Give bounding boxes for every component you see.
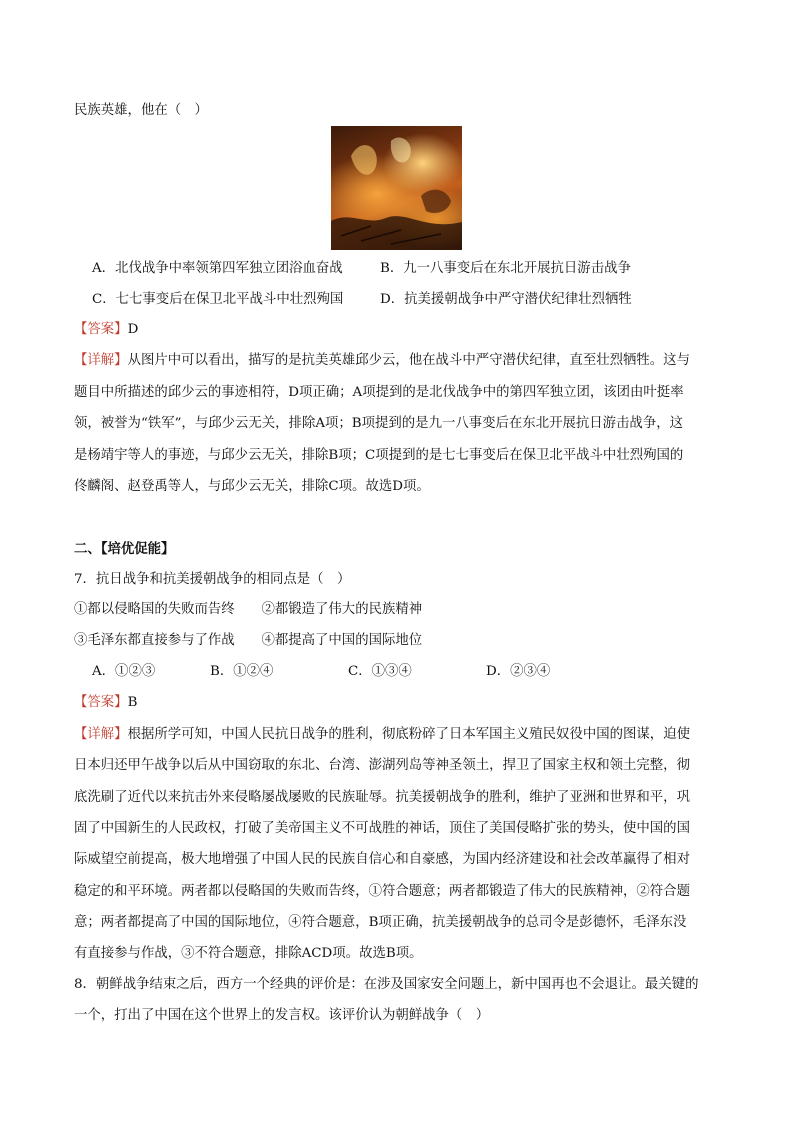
q7-option-b: B．①②④ (210, 664, 274, 679)
q7-detail-line-2: 日本归还甲午战争以后从中国窃取的东北、台湾、澎湖列岛等神圣领土，捍卫了国家主权和领土完整，彻 (74, 758, 690, 773)
q7-statements-2: ③毛泽东都直接参与了作战 ④都提高了中国的国际地位 (74, 633, 423, 648)
q6-detail-line-3: 领，被誉为“铁军”，与邱少云无关，排除A项；B项提到的是九一八事变后在东北开展抗日游击战争，这 (74, 416, 683, 431)
q7-option-d: D．②③④ (486, 664, 551, 679)
q6-answer-line (74, 320, 138, 340)
detail-tag: 【详解】 (74, 353, 128, 368)
q7-detail-line-3: 底洗刷了近代以来抗击外来侵略屡战屡败的民族耻辱。抗美援朝战争的胜利，维护了亚洲和世界和平，巩 (74, 790, 690, 805)
detail-tag: 【详解】 (74, 727, 128, 742)
q7-detail-line-6: 稳定的和平环境。两者都以侵略国的失败而告终，①符合题意；两者都锻造了伟大的民族精神，②符合题 (74, 884, 690, 899)
q6-detail-line-4: 是杨靖宇等人的事迹，与邱少云无关，排除B项；C项提到的是七七事变后在保卫北平战斗中壮烈殉国的 (74, 448, 684, 463)
answer-tag: 【答案】 (74, 695, 128, 710)
q7-detail-line-4: 固了中国新生的人民政权，打破了美帝国主义不可战胜的神话，顶住了美国侵略扩张的势头，使中国的国 (74, 821, 690, 836)
q6-detail-line-2: 题目中所描述的邱少云的事迹相符，D项正确；A项提到的是北伐战争中的第四军独立团，该团由叶挺率 (74, 385, 684, 400)
q7-stem: 7．抗日战争和抗美援朝战争的相同点是（ ） (74, 572, 351, 587)
q6-detail-text: 从图片中可以看出，描写的是抗美英雄邱少云，他在战斗中严守潜伏纪律，直至壮烈牺牲。这与 (127, 353, 690, 368)
q6-detail-line-5: 佟麟阁、赵登禹等人，与邱少云无关，排除C项。故选D项。 (74, 479, 430, 494)
q7-statements-1: ①都以侵略国的失败而告终 ②都锻造了伟大的民族精神 (74, 602, 423, 617)
q6-option-a: A．北伐战争中率领第四军独立团浴血奋战 (92, 261, 343, 276)
q6-option-d: D．抗美援朝战争中严守潜伏纪律壮烈牺牲 (380, 292, 632, 307)
q6-detail-line-1 (74, 351, 690, 371)
section-heading: 二、【培优促能】 (74, 542, 175, 557)
q6-stem-tail: 民族英雄，他在（ ） (74, 103, 208, 118)
q6-illustration-image (331, 126, 462, 250)
fire-soldier-painting-icon (331, 126, 462, 250)
q7-answer-value: B (127, 695, 138, 710)
q7-detail-text: 根据所学可知，中国人民抗日战争的胜利，彻底粉碎了日本军国主义殖民奴役中国的图谋，迫使 (127, 727, 690, 742)
q6-option-b: B．九一八事变后在东北开展抗日游击战争 (380, 261, 631, 276)
q8-stem-line-2: 一个，打出了中国在这个世界上的发言权。该评价认为朝鲜战争（ ） (74, 1008, 490, 1023)
q7-option-a: A．①②③ (92, 664, 156, 679)
answer-tag: 【答案】 (74, 322, 128, 337)
q7-detail-line-5: 际威望空前提高，极大地增强了中国人民的民族自信心和自豪感，为国内经济建设和社会改革赢得了相对 (74, 852, 690, 867)
q7-option-c: C．①③④ (348, 664, 412, 679)
q6-answer-value: D (127, 322, 139, 337)
q7-detail-line-8: 有直接参与作战，③不符合题意，排除ACD项。故选B项。 (74, 946, 423, 961)
q7-detail-line-7: 意；两者都提高了中国的国际地位，④符合题意，B项正确，抗美援朝战争的总司令是彭德怀，毛泽东没 (74, 915, 687, 930)
q8-stem-line-1: 8．朝鲜战争结束之后，西方一个经典的评价是：在涉及国家安全问题上，新中国再也不会退让。最关键的 (74, 977, 699, 992)
q7-answer-line (74, 693, 137, 713)
q6-option-c: C．七七事变后在保卫北平战斗中壮烈殉国 (92, 292, 344, 307)
q7-detail-line-1 (74, 725, 690, 745)
